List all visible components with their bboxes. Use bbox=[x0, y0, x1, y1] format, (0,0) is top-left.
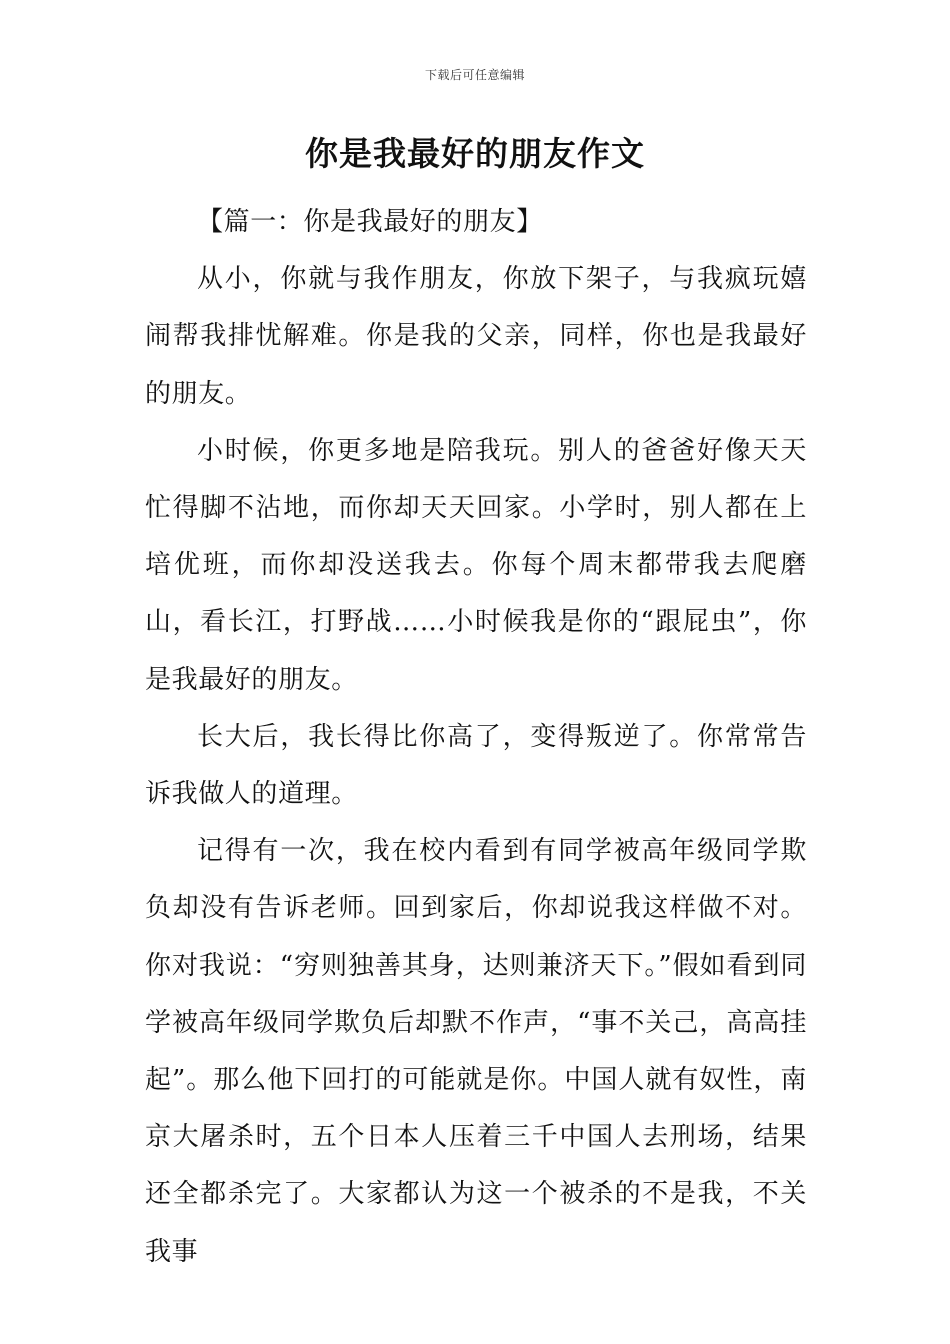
document-title: 你是我最好的朋友作文 bbox=[305, 134, 645, 173]
paragraph-2: 小时候，你更多地是陪我玩。别人的爸爸好像天天忙得脚不沾地，而你却天天回家。小学时，别人都在上培优班，而你却没送我去。你每个周末都带我去爬磨山，看长江，打野战……小时候我是你的“跟屁虫”，你是我最好的朋友。 bbox=[145, 435, 807, 695]
paragraph-1: 从小，你就与我作朋友，你放下架子，与我疯玩嬉闹帮我排忧解难。你是我的父亲，同样，你也是我最好的朋友。 bbox=[145, 264, 807, 409]
paragraph-3: 长大后，我长得比你高了，变得叛逆了。你常常告诉我做人的道理。 bbox=[145, 721, 807, 810]
paragraph-4: 记得有一次，我在校内看到有同学被高年级同学欺负却没有告诉老师。回到家后，你却说我这样做不对。你对我说：“穷则独善其身，达则兼济天下。”假如看到同学被高年级同学欺负后却默不作声，“事不关己，高高挂起”。那么他下回打的可能就是你。中国人就有奴性，南京大屠杀时，五个日本人压着三千中国人去刑场，结果还全都杀完了。大家都认为这一个被杀的不是我，不关我事 bbox=[145, 836, 807, 1267]
header-note: 下载后可任意编辑 bbox=[424, 68, 525, 82]
document-body bbox=[145, 194, 807, 1281]
section-heading: 【篇一：你是我最好的朋友】 bbox=[197, 207, 543, 237]
